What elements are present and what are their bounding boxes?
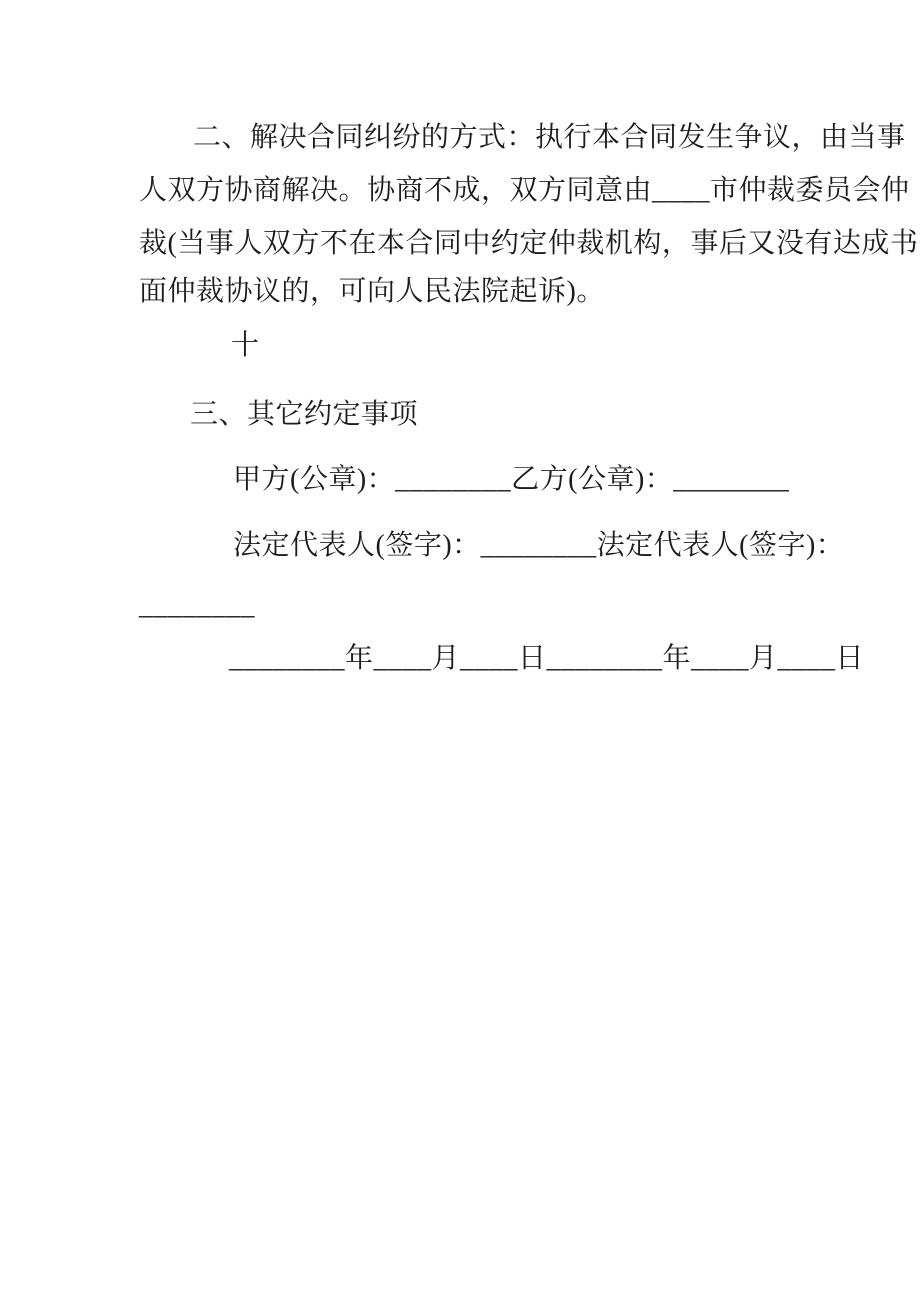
dispute-clause-line-2: 人双方协商解决。协商不成，双方同意由____市仲裁委员会仲 — [139, 175, 910, 206]
legal-representative-signature-line: 法定代表人(签字)：________法定代表人(签字)： — [233, 530, 845, 561]
dispute-clause-line-1: 二、解决合同纠纷的方式：执行本合同发生争议，由当事 — [193, 122, 906, 153]
date-fill-in-line: ________年____月____日________年____月____日 — [229, 643, 865, 674]
cross-symbol-text: 十 — [231, 330, 260, 361]
other-matters-heading: 三、其它约定事项 — [190, 399, 419, 430]
party-seal-signature-line: 甲方(公章)：________乙方(公章)：________ — [233, 464, 790, 495]
dispute-clause-line-4: 面仲裁协议的，可向人民法院起诉)。 — [139, 276, 605, 307]
dispute-clause-line-3: 裁(当事人双方不在本合同中约定仲裁机构，事后又没有达成书 — [139, 228, 919, 259]
legal-representative-signature-blank-wrap: ________ — [139, 590, 255, 621]
